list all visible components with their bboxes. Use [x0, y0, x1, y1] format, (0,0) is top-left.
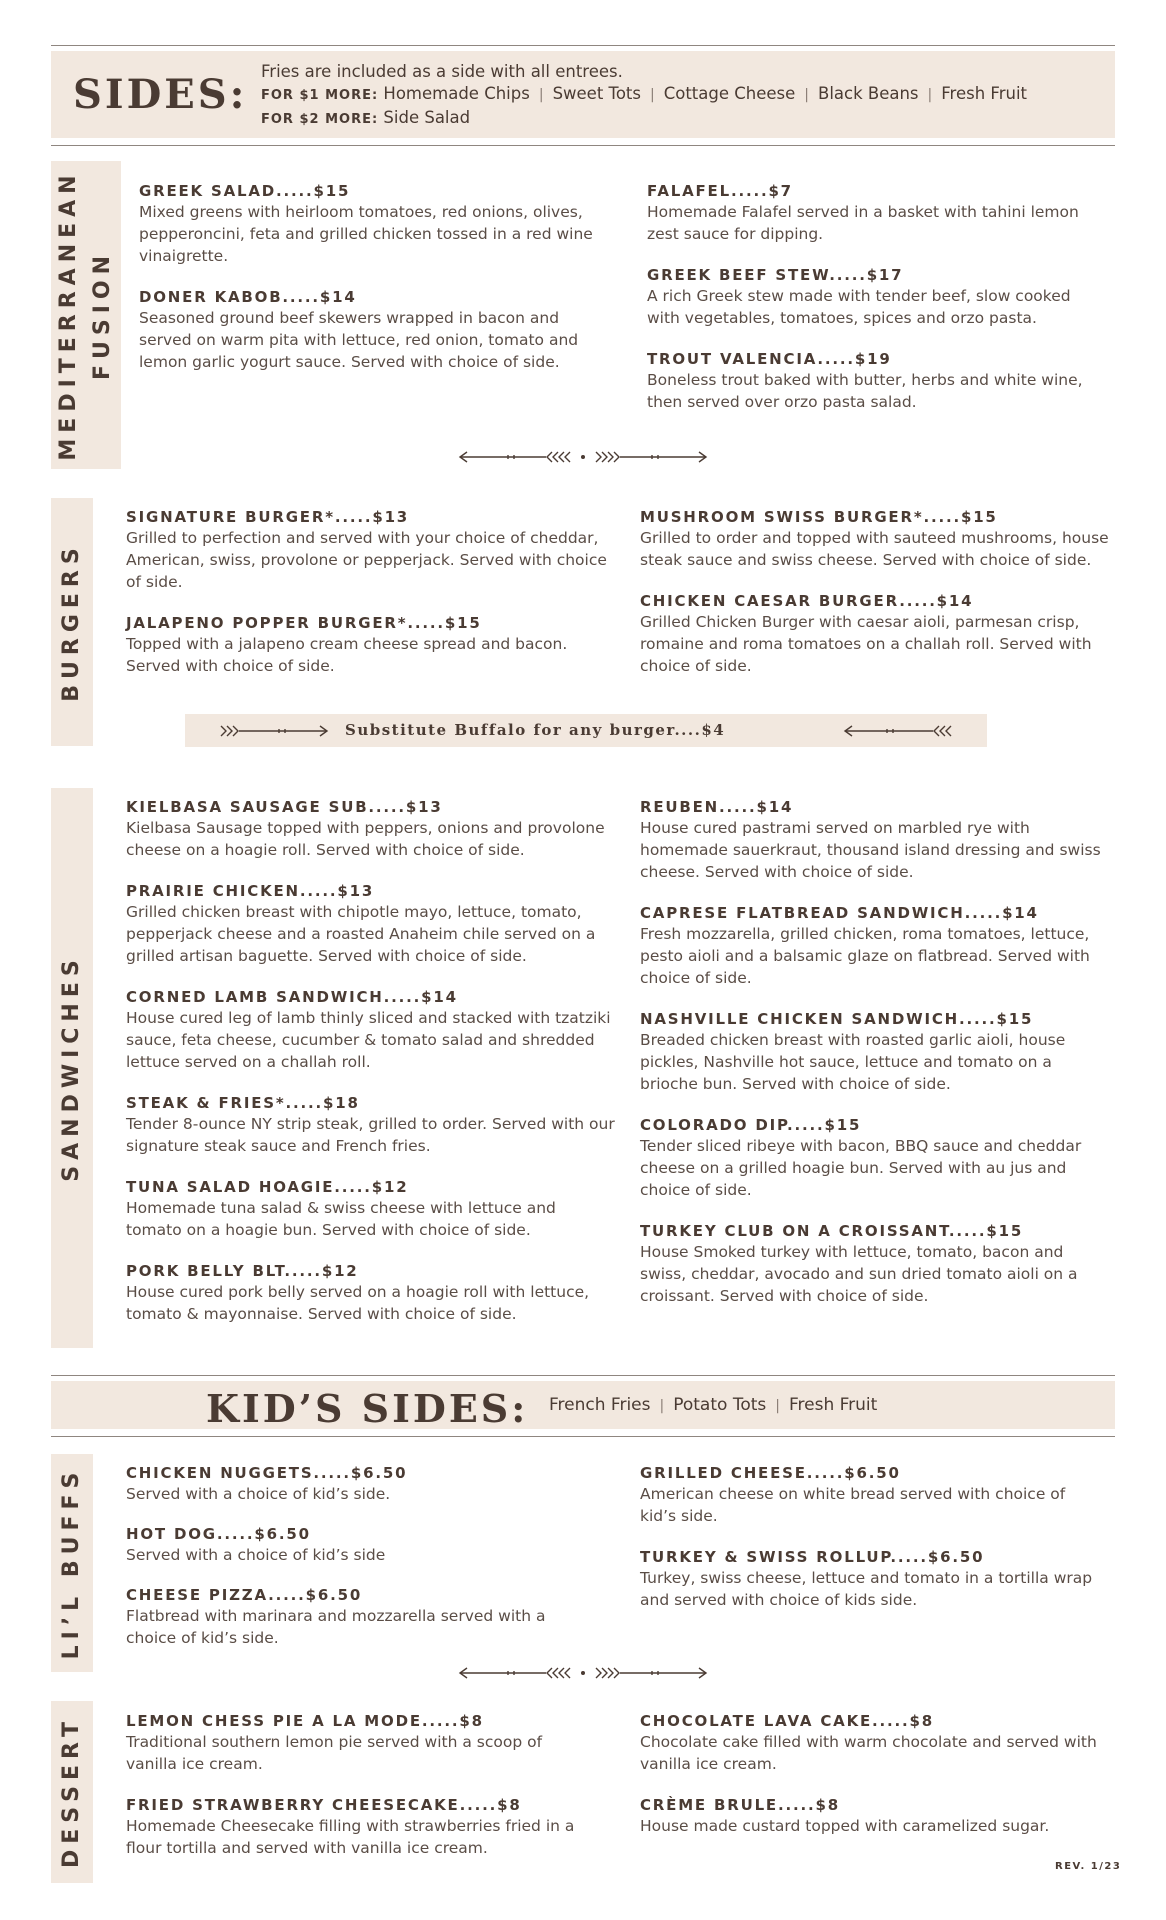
- menu-item: TURKEY CLUB ON A CROISSANT.....$15 House Smoked turkey with lettuce, tomato, bacon and swiss, cheddar, avocado and sun dried tomato aioli on a croissant. Served with choice of side.: [640, 1222, 1078, 1305]
- menu-item: CHEESE PIZZA.....$6.50 Flatbread with marinara and mozzarella served with a choice of kid’s side.: [126, 1586, 546, 1647]
- kids-sides-band: [51, 1381, 1115, 1429]
- side-option: Side Salad: [383, 108, 471, 127]
- menu-item: GREEK BEEF STEW.....$17 A rich Greek stew made with tender beef, slow cooked with vegetables, tomatoes, spices and orzo pasta.: [647, 266, 1071, 327]
- menu-item: TUNA SALAD HOAGIE.....$12 Homemade tuna salad & swiss cheese with lettuce and tomato on a hoagie bun. Served with choice of side.: [126, 1178, 556, 1239]
- sides-more2-line: [261, 107, 1027, 131]
- menu-item: FALAFEL.....$7 Homemade Falafel served in a basket with tahini lemon zest sauce for dipping.: [647, 182, 1079, 243]
- menu-item: DONER KABOB.....$14 Seasoned ground beef skewers wrapped in bacon and served on warm pita with lettuce, red onion, tomato and lemon garlic yogurt sauce. Served with choice of side.: [139, 288, 579, 371]
- menu-item: CAPRESE FLATBREAD SANDWICH.....$14 Fresh mozzarella, grilled chicken, roma tomatoes, lettuce, pesto aioli and a balsamic glaze on flatbread. Served with choice of side.: [640, 904, 1090, 987]
- lil-buffs-tab-label: LI’L BUFFS: [59, 1466, 84, 1660]
- revision-note: REV. 1/23: [1055, 1861, 1122, 1872]
- menu-item: PRAIRIE CHICKEN.....$13 Grilled chicken breast with chipotle mayo, lettuce, tomato, pepperjack cheese and a roasted Anaheim chile served on a grilled artisan baguette. Served with choice of side.: [126, 882, 596, 965]
- menu-item: PORK BELLY BLT.....$12 House cured pork belly served on a hoagie roll with lettuce, tomato & mayonnaise. Served with choice of side.: [126, 1262, 590, 1323]
- dessert-left-column: [126, 1711, 596, 1879]
- side-option: Fresh Fruit: [941, 84, 1027, 103]
- section-tab-sandwiches: [51, 788, 93, 1348]
- burgers-right-column: [640, 507, 1110, 697]
- kids-side-option: Potato Tots: [673, 1395, 767, 1415]
- menu-item: TROUT VALENCIA.....$19 Boneless trout baked with butter, herbs and white wine, then served over orzo pasta salad.: [647, 350, 1083, 411]
- menu-item: FRIED STRAWBERRY CHEESECAKE.....$8 Homemade Cheesecake filling with strawberries fried in a flour tortilla and served with vanilla ice cream.: [126, 1796, 575, 1857]
- menu-item: HOT DOG.....$6.50 Served with a choice of kid’s side: [126, 1525, 386, 1564]
- sides-more2-label: FOR $2 MORE:: [261, 112, 379, 127]
- section-tab-burgers: [51, 498, 93, 746]
- side-option: Homemade Chips: [383, 84, 530, 103]
- menu-item: TURKEY & SWISS ROLLUP.....$6.50 Turkey, swiss cheese, lettuce and tomato in a tortilla wrap and served with choice of kids side.: [640, 1548, 1093, 1609]
- menu-item: GRILLED CHEESE.....$6.50 American cheese on white bread served with choice of kid’s side.: [640, 1464, 1066, 1525]
- kids-sides-title: KID’S SIDES:: [206, 1386, 529, 1431]
- dessert-tab-label: DESSERT: [59, 1716, 84, 1868]
- lil-buffs-left-column: [126, 1463, 596, 1669]
- arrow-divider-icon: [458, 1665, 708, 1681]
- burgers-left-column: [126, 507, 616, 697]
- section-tab-mediterranean: [51, 161, 121, 469]
- sandwiches-left-column: [126, 797, 616, 1345]
- menu-item: CHOCOLATE LAVA CAKE.....$8 Chocolate cake filled with warm chocolate and served with vanilla ice cream.: [640, 1712, 1097, 1773]
- side-option: Cottage Cheese: [663, 84, 796, 103]
- menu-item: JALAPENO POPPER BURGER*.....$15 Topped with a jalapeno cream cheese spread and bacon. Served with choice of side.: [126, 614, 568, 675]
- kids-side-option: Fresh Fruit: [788, 1395, 878, 1415]
- sides-info: [261, 61, 1027, 131]
- burgers-tab-label: BURGERS: [59, 542, 84, 702]
- mediterranean-right-column: [647, 181, 1107, 433]
- sides-bottom-rule: [51, 145, 1115, 146]
- kids-top-rule: [51, 1375, 1115, 1376]
- sides-title: SIDES:: [73, 71, 248, 118]
- arrow-divider-icon: [458, 449, 708, 465]
- menu-item: MUSHROOM SWISS BURGER*.....$15 Grilled to order and topped with sauteed mushrooms, house steak sauce and swiss cheese. Served with choice of side.: [640, 508, 1109, 569]
- menu-item: STEAK & FRIES*.....$18 Tender 8-ounce NY strip steak, grilled to order. Served with our signature steak sauce and French fries.: [126, 1094, 615, 1155]
- menu-item: CRÈME BRULE.....$8 House made custard topped with caramelized sugar.: [640, 1796, 1050, 1835]
- sides-more1-line: FOR $1 MORE: Homemade Chips | Sweet Tots | Cottage Cheese | Black Beans | Fresh Fruit: [261, 84, 1027, 103]
- kids-sides-list: French Fries | Potato Tots | Fresh Fruit: [549, 1395, 878, 1415]
- menu-item: CHICKEN CAESAR BURGER.....$14 Grilled Chicken Burger with caesar aioli, parmesan crisp, romaine and roma tomatoes on a challah roll. Served with choice of side.: [640, 592, 1092, 675]
- sides-included-line: Fries are included as a side with all entrees.: [261, 62, 623, 81]
- mediterranean-tab-label: MEDITERRANEAN FUSION: [56, 169, 115, 461]
- sandwiches-tab-label: SANDWICHES: [59, 954, 84, 1182]
- kids-bottom-rule: [51, 1436, 1115, 1437]
- section-tab-lil-buffs: [51, 1454, 93, 1672]
- menu-item: SIGNATURE BURGER*.....$13 Grilled to perfection and served with your choice of cheddar, American, swiss, provolone or pepperjack. Served with choice of side.: [126, 508, 607, 591]
- arrow-right-icon: [219, 723, 331, 739]
- substitute-buffalo-banner: [185, 714, 987, 747]
- menu-item: GREEK SALAD.....$15 Mixed greens with heirloom tomatoes, red onions, olives, pepperoncini, feta and grilled chicken tossed in a red wine vinaigrette.: [139, 182, 593, 265]
- side-option: Sweet Tots: [552, 84, 641, 103]
- menu-item: KIELBASA SAUSAGE SUB.....$13 Kielbasa Sausage topped with peppers, onions and provolone cheese on a hoagie roll. Served with choice of side.: [126, 798, 605, 859]
- menu-item: REUBEN.....$14 House cured pastrami served on marbled rye with homemade sauerkraut, thousand island dressing and swiss cheese. Served with choice of side.: [640, 798, 1101, 881]
- mediterranean-left-column: [139, 181, 609, 393]
- side-option: Black Beans: [818, 84, 919, 103]
- substitute-buffalo-text: Substitute Buffalo for any burger....$4: [345, 721, 726, 739]
- lil-buffs-right-column: [640, 1463, 1100, 1631]
- menu-item: COLORADO DIP.....$15 Tender sliced ribeye with bacon, BBQ sauce and cheddar cheese on a grilled hoagie bun. Served with au jus and choice of side.: [640, 1116, 1082, 1199]
- kids-side-option: French Fries: [549, 1395, 651, 1415]
- menu-item: LEMON CHESS PIE A LA MODE.....$8 Traditional southern lemon pie served with a scoop of vanilla ice cream.: [126, 1712, 543, 1773]
- dessert-right-column: [640, 1711, 1100, 1857]
- section-tab-dessert: [51, 1701, 93, 1883]
- top-rule: [51, 45, 1115, 46]
- arrow-left-icon: [841, 723, 953, 739]
- menu-item: NASHVILLE CHICKEN SANDWICH.....$15 Breaded chicken breast with roasted garlic aioli, house pickles, Nashville hot sauce, lettuce and tomato on a brioche bun. Served with choice of side.: [640, 1010, 1066, 1093]
- menu-item: CORNED LAMB SANDWICH.....$14 House cured leg of lamb thinly sliced and stacked with tzatziki sauce, feta cheese, cucumber & tomato salad and shredded lettuce served on a challah roll.: [126, 988, 611, 1071]
- sides-band: [51, 51, 1115, 138]
- sandwiches-right-column: [640, 797, 1110, 1327]
- sides-more1-label: FOR $1 MORE:: [261, 88, 379, 103]
- menu-item: CHICKEN NUGGETS.....$6.50 Served with a choice of kid’s side.: [126, 1464, 408, 1503]
